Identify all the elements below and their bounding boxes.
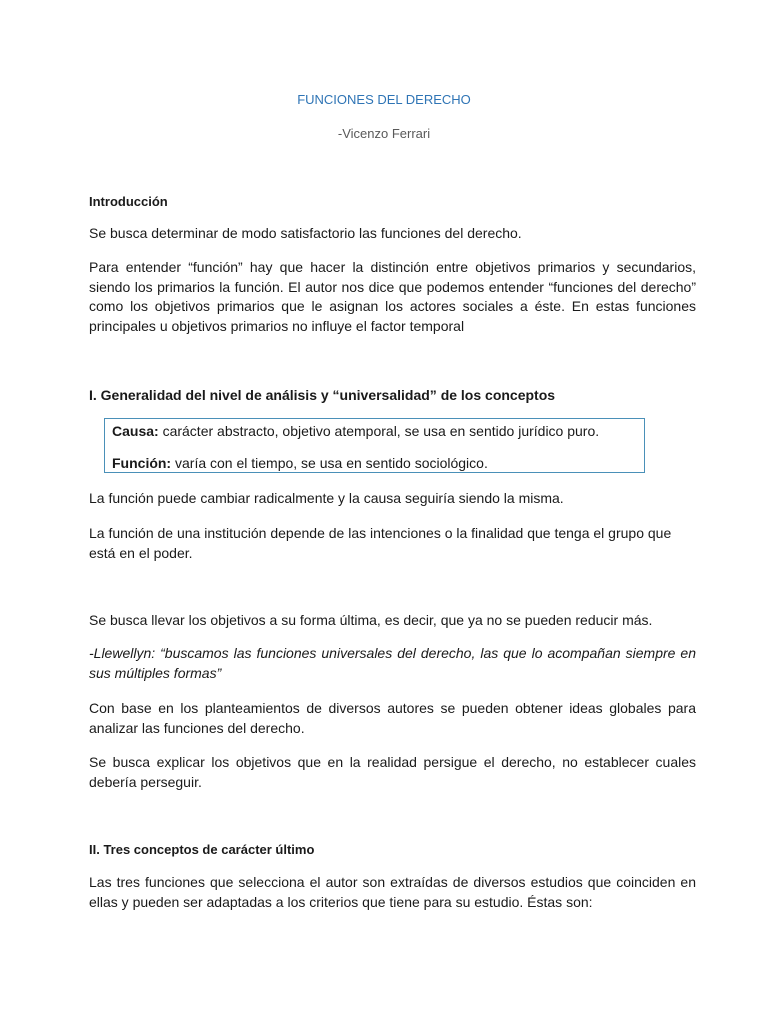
section-1-paragraph-1: La función puede cambiar radicalmente y la causa seguiría siendo la misma. — [89, 490, 564, 506]
section-1-paragraph-3: Se busca llevar los objetivos a su forma última, es decir, que ya no se pueden reducir más. — [89, 612, 653, 628]
section-1-paragraph-5: Se busca explicar los objetivos que en la realidad persigue el derecho, no establecer cuales debería perseguir. — [89, 754, 696, 790]
section-2-paragraph-1: Las tres funciones que selecciona el autor son extraídas de diversos estudios que coinciden en ellas y pueden ser adaptadas a los criterios que tiene para su estudio. Éstas son: — [89, 874, 696, 910]
causa-definition — [112, 422, 599, 441]
section-2-heading: II. Tres conceptos de carácter último — [89, 842, 315, 857]
document-title: FUNCIONES DEL DERECHO — [297, 92, 471, 107]
document-author: -Vicenzo Ferrari — [337, 126, 431, 141]
funcion-term: Función: — [112, 455, 172, 471]
definitions-box — [104, 418, 645, 473]
intro-heading: Introducción — [89, 194, 168, 209]
intro-paragraph-2: Para entender “función” hay que hacer la distinción entre objetivos primarios y secundarios, siendo los primarios la función. El autor nos dice que podemos entender “funciones del derecho” como los objetivos primarios que le asignan los actores sociales a éste. En estas funciones principales u objetivos primarios no influye el factor temporal — [89, 259, 696, 334]
causa-term: Causa: — [112, 423, 159, 439]
intro-paragraph-1: Se busca determinar de modo satisfactorio las funciones del derecho. — [89, 225, 522, 241]
section-1-paragraph-2: La función de una institución depende de las intenciones o la finalidad que tenga el grupo que está en el poder. — [89, 525, 672, 561]
llewellyn-quote: -Llewellyn: “buscamos las funciones universales del derecho, las que lo acompañan siempre en sus múltiples formas” — [89, 645, 696, 681]
funcion-definition — [112, 454, 488, 473]
section-1-paragraph-4: Con base en los planteamientos de diversos autores se pueden obtener ideas globales para analizar las funciones del derecho. — [89, 700, 696, 736]
section-1-heading: I. Generalidad del nivel de análisis y “universalidad” de los conceptos — [89, 387, 556, 403]
causa-text: carácter abstracto, objetivo atemporal, se usa en sentido jurídico puro. — [158, 423, 600, 439]
funcion-text: varía con el tiempo, se usa en sentido sociológico. — [171, 455, 488, 471]
